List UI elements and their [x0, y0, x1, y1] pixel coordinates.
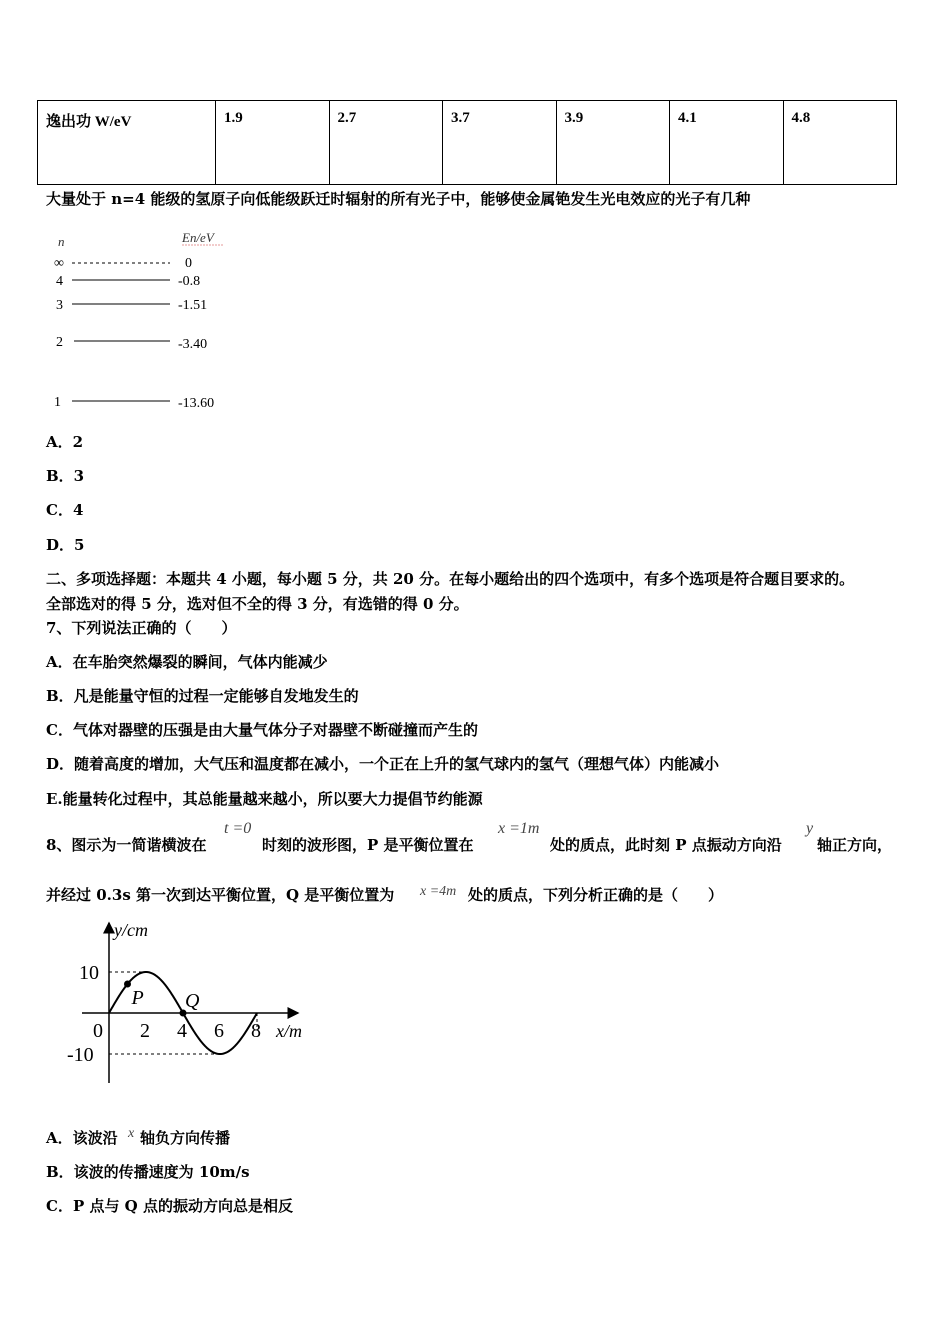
y-tick-label: 10 [79, 962, 99, 984]
q8-option-a-pre: A．该波沿 [46, 1129, 118, 1147]
q6-option-c: C．4 [46, 501, 84, 519]
x-tick-label: 2 [140, 1020, 150, 1042]
y-tick-label: -10 [67, 1044, 94, 1066]
level-energy-4: -0.8 [178, 274, 201, 289]
x-tick-label: 8 [251, 1020, 261, 1042]
level-label-1: 1 [54, 395, 61, 410]
table-cell: 3.7 [443, 101, 557, 185]
level-label-inf: ∞ [54, 256, 64, 271]
q8-option-b: B．该波的传播速度为 10m/s [46, 1163, 250, 1181]
q7-option-a: A．在车胎突然爆裂的瞬间，气体内能减少 [46, 653, 328, 671]
table-cell: 1.9 [216, 101, 330, 185]
x-tick-label: 4 [177, 1020, 187, 1042]
level-label-4: 4 [56, 274, 63, 289]
q8-stem-part4: 轴正方向， [817, 836, 893, 854]
point-label-p: P [131, 987, 144, 1010]
table-cell: 2.7 [329, 101, 443, 185]
x-axis-label: x/m [276, 1021, 302, 1041]
wave-graph [62, 915, 322, 1090]
formula-y: y [806, 820, 814, 837]
level-label-3: 3 [56, 298, 63, 313]
q8-stem-part1: 8、图示为一简谐横波在 [46, 836, 207, 854]
table-header-cell: 逸出功 W/eV [38, 101, 216, 185]
formula-x1: x =1m [498, 820, 540, 837]
q7-option-b: B．凡是能量守恒的过程一定能够自发地发生的 [46, 687, 359, 705]
q7-option-e: E.能量转化过程中，其总能量越来越小，所以要大力提倡节约能源 [46, 790, 483, 808]
formula-x4: x =4m [420, 884, 457, 899]
point-p [124, 981, 131, 988]
x-tick-label: 0 [93, 1020, 103, 1042]
q7-option-c: C．气体对器壁的压强是由大量气体分子对器壁不断碰撞而产生的 [46, 721, 478, 739]
q8-stem-part3: 处的质点，此时刻 P 点振动方向沿 [550, 836, 782, 854]
q8-stem-line2b: 处的质点，下列分析正确的是（ ） [468, 886, 724, 904]
level-energy-inf: 0 [185, 256, 192, 271]
q8-option-c: C．P 点与 Q 点的振动方向总是相反 [46, 1197, 293, 1215]
section2-heading: 二、多项选择题：本题共 4 小题，每小题 5 分，共 20 分。在每小题给出的四个选项中，有多个选项是符合题目要求的。 [46, 570, 855, 588]
q8-option-a-post: 轴负方向传播 [140, 1129, 231, 1147]
y-axis-label: y/cm [114, 920, 148, 940]
q6-stem: 大量处于 n=4 能级的氢原子向低能级跃迁时辐射的所有光子中，能够使金属铯发生光电效应的光子有几种 [46, 190, 751, 208]
work-function-table [37, 100, 897, 185]
level-energy-3: -1.51 [178, 298, 208, 313]
q7-option-d: D．随着高度的增加，大气压和温度都在减小，一个正在上升的氢气球内的氢气（理想气体）内能减小 [46, 755, 720, 773]
q8-stem-part2: 时刻的波形图，P 是平衡位置在 [262, 836, 474, 854]
section2-note: 全部选对的得 5 分，选对但不全的得 3 分，有选错的得 0 分。 [46, 595, 469, 613]
x-tick-label: 6 [214, 1020, 224, 1042]
level-energy-2: -3.40 [178, 337, 208, 352]
n-axis-label: n [58, 234, 65, 249]
level-label-2: 2 [56, 335, 63, 350]
formula-x: x [128, 1126, 135, 1141]
level-energy-1: -13.60 [178, 396, 215, 411]
q6-option-b: B．3 [46, 467, 85, 485]
table-cell: 4.1 [670, 101, 784, 185]
table-cell: 3.9 [556, 101, 670, 185]
q6-option-d: D．5 [46, 536, 85, 554]
q6-option-a: A．2 [46, 433, 84, 451]
q7-stem: 7、下列说法正确的（ ） [46, 619, 237, 637]
q8-stem-line2a: 并经过 0.3s 第一次到达平衡位置，Q 是平衡位置为 [46, 886, 395, 904]
point-label-q: Q [185, 990, 200, 1012]
energy-level-diagram [46, 224, 246, 424]
formula-t0: t =0 [224, 820, 252, 837]
energy-axis-label: En/eV [182, 230, 214, 245]
table-cell: 4.8 [783, 101, 897, 185]
